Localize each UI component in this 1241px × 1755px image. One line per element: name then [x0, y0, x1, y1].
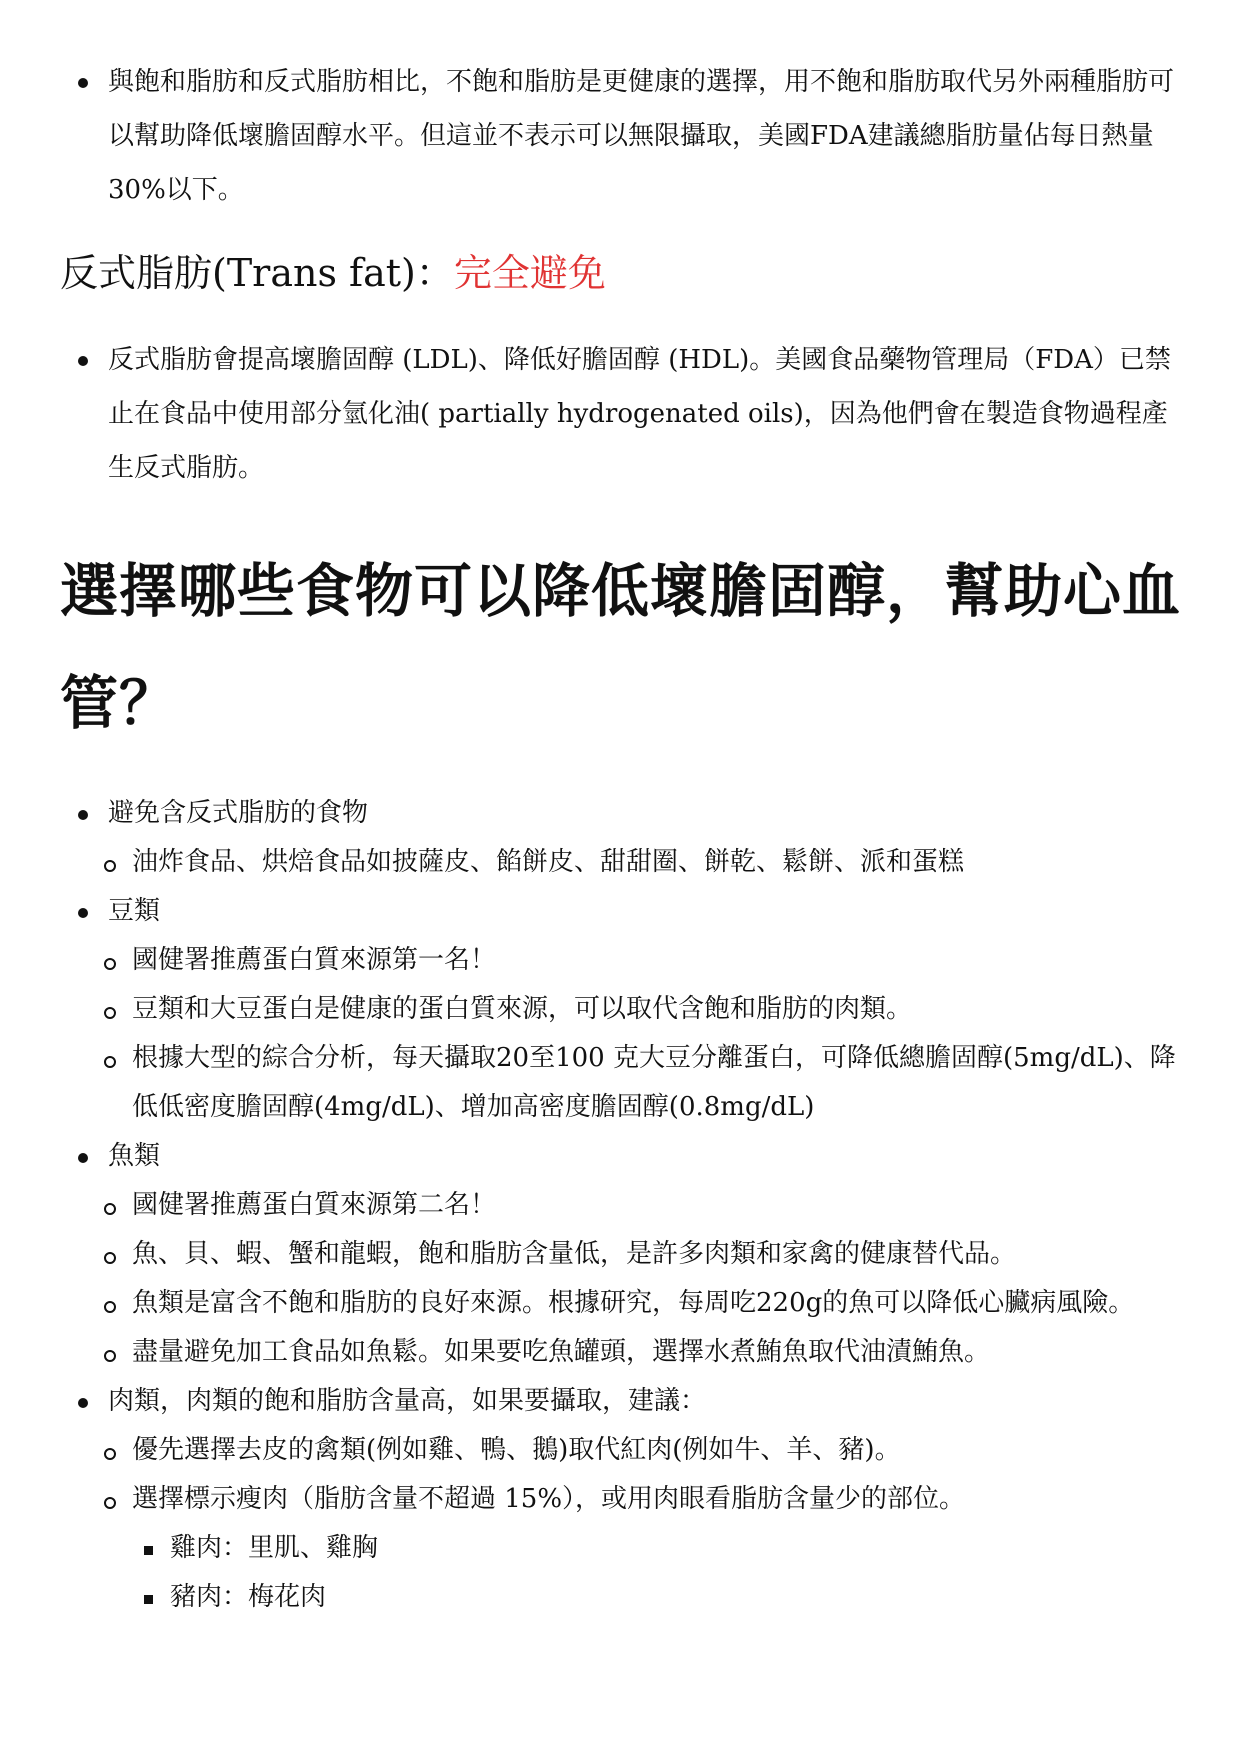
food-sub-list: [96, 838, 1190, 887]
intro-bullet-list: [60, 55, 1190, 217]
food-sub-item: 國健署推薦蛋白質來源第二名！: [96, 1181, 1190, 1230]
food-list-item-avoid-trans-fat: [60, 789, 1190, 887]
food-list-item-meat: [60, 1377, 1190, 1622]
meat-cut-list: [134, 1524, 1190, 1622]
food-list-item-label: 魚類: [108, 1141, 161, 1171]
food-sub-item: 油炸食品、烘焙食品如披薩皮、餡餅皮、甜甜圈、餅乾、鬆餅、派和蛋糕: [96, 838, 1190, 887]
food-sub-list: [96, 1426, 1190, 1622]
food-sub-list: [96, 1181, 1190, 1377]
food-sub-item: 優先選擇去皮的禽類(例如雞、鴨、鵝)取代紅肉(例如牛、羊、豬)。: [96, 1426, 1190, 1475]
food-sub-item: 魚類是富含不飽和脂肪的良好來源。根據研究，每周吃220g的魚可以降低心臟病風險。: [96, 1279, 1190, 1328]
food-sub-list: [96, 936, 1190, 1132]
food-list-item-beans: [60, 887, 1190, 1132]
food-list: [60, 789, 1190, 1622]
food-sub-item: 豆類和大豆蛋白是健康的蛋白質來源，可以取代含飽和脂肪的肉類。: [96, 985, 1190, 1034]
article-body: [60, 55, 1190, 1622]
meat-cut-item: 雞肉：里肌、雞胸: [134, 1524, 1190, 1573]
food-list-item-fish: [60, 1132, 1190, 1377]
trans-fat-heading: [60, 243, 1190, 303]
trans-fat-heading-accent: 完全避免: [453, 251, 606, 295]
food-sub-item-text: 選擇標示瘦肉（脂肪含量不超過 15%），或用肉眼看脂肪含量少的部位。: [132, 1484, 966, 1514]
intro-bullet: 與飽和脂肪和反式脂肪相比，不飽和脂肪是更健康的選擇，用不飽和脂肪取代另外兩種脂肪可以幫助降低壞膽固醇水平。但這並不表示可以無限攝取，美國FDA建議總脂肪量佔每日熱量30%以下。: [60, 55, 1190, 217]
trans-fat-bullet-list: [60, 333, 1190, 495]
food-list-item-label: 肉類，肉類的飽和脂肪含量高，如果要攝取，建議：: [108, 1386, 707, 1416]
food-sub-item: 盡量避免加工食品如魚鬆。如果要吃魚罐頭，選擇水煮鮪魚取代油漬鮪魚。: [96, 1328, 1190, 1377]
main-heading: 選擇哪些食物可以降低壞膽固醇，幫助心血管？: [60, 557, 1182, 737]
food-list-item-label: 避免含反式脂肪的食物: [108, 798, 369, 828]
trans-fat-heading-label: 反式脂肪(Trans fat)：: [60, 251, 454, 295]
meat-cut-item: 豬肉：梅花肉: [134, 1573, 1190, 1622]
food-sub-item: 國健署推薦蛋白質來源第一名！: [96, 936, 1190, 985]
food-sub-item: 根據大型的綜合分析，每天攝取20至100 克大豆分離蛋白，可降低總膽固醇(5mg/dL)、降低低密度膽固醇(4mg/dL)、增加高密度膽固醇(0.8mg/dL): [96, 1034, 1190, 1132]
trans-fat-bullet: 反式脂肪會提高壞膽固醇 (LDL)、降低好膽固醇 (HDL)。美國食品藥物管理局（FDA）已禁止在食品中使用部分氫化油( partially hydrogenated oils)，因為他們會在製造食物過程產生反式脂肪。: [60, 333, 1190, 495]
food-sub-item: 魚、貝、蝦、蟹和龍蝦，飽和脂肪含量低，是許多肉類和家禽的健康替代品。: [96, 1230, 1190, 1279]
food-sub-item-lean-meat: [96, 1475, 1190, 1622]
food-list-item-label: 豆類: [108, 896, 161, 926]
